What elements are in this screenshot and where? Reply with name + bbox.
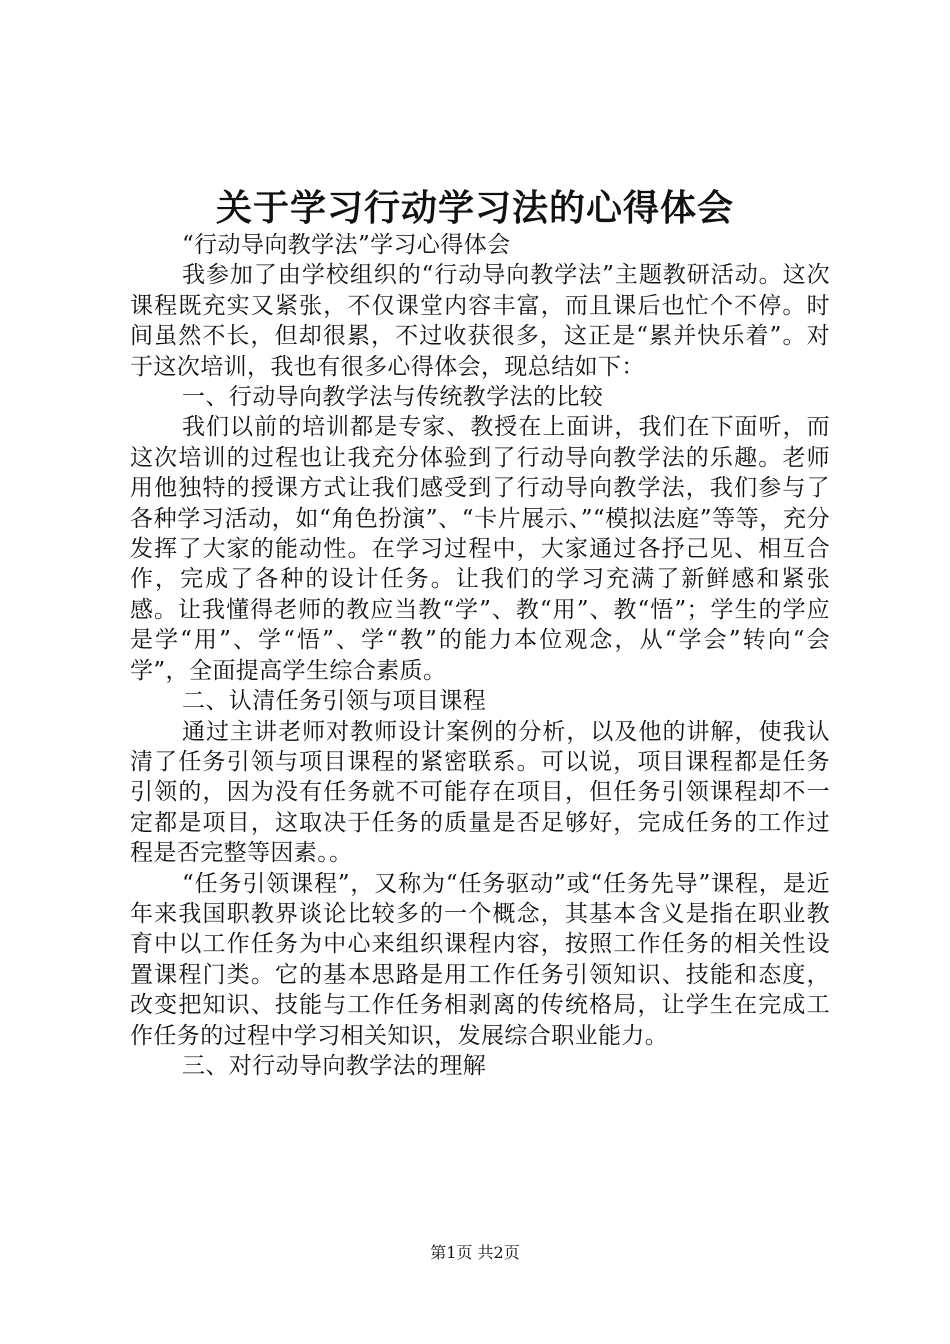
section-heading-2: 二、认清任务引领与项目课程 bbox=[182, 688, 487, 715]
section-heading-1: 一、行动导向教学法与传统教学法的比较 bbox=[182, 384, 604, 411]
intro-paragraph: 我参加了由学校组织的“行动导向教学法”主题教研活动。这次课程既充实又紧张，不仅课堂内容丰富，而且课后也忙个不停。时间虽然不长，但却很累，不过收获很多，这正是“累并快乐着”。对于这次培训，我也有很多心得体会，现总结如下： bbox=[130, 262, 830, 380]
document-body bbox=[130, 230, 830, 1081]
subtitle-paragraph: “行动导向教学法”学习心得体会 bbox=[182, 232, 511, 258]
section-heading-3: 三、对行动导向教学法的理解 bbox=[182, 1052, 487, 1079]
page-number-footer: 第1页 共2页 bbox=[430, 1243, 520, 1262]
body-paragraph: 我们以前的培训都是专家、教授在上面讲，我们在下面听，而这次培训的过程也让我充分体验到了行动导向教学法的乐趣。老师用他独特的授课方式让我们感受到了行动导向教学法，我们参与了各种学习活动，如“角色扮演”、“卡片展示、”“模拟法庭”等等，充分发挥了大家的能动性。在学习过程中，大家通过各抒己见、相互合作，完成了各种的设计任务。让我们的学习充满了新鲜感和紧张感。让我懂得老师的教应当教“学”、教“用”、教“悟”；学生的学应是学“用”、学“悟”、学“教”的能力本位观念，从“学会”转向“会学”，全面提高学生综合素质。 bbox=[130, 414, 830, 684]
document-title: 关于学习行动学习法的心得体会 bbox=[215, 187, 734, 229]
body-paragraph: “任务引领课程”，又称为“任务驱动”或“任务先导”课程，是近年来我国职教界谈论比较多的一个概念，其基本含义是指在职业教育中以工作任务为中心来组织课程内容，按照工作任务的相关性设置课程门类。它的基本思路是用工作任务引领知识、技能和态度，改变把知识、技能与工作任务相剥离的传统格局，让学生在完成工作任务的过程中学习相关知识，发展综合职业能力。 bbox=[130, 870, 830, 1049]
body-paragraph: 通过主讲老师对教师设计案例的分析，以及他的讲解，使我认清了任务引领与项目课程的紧密联系。可以说，项目课程都是任务引领的，因为没有任务就不可能存在项目，但任务引领课程却不一定都是项目，这取决于任务的质量是否足够好，完成任务的工作过程是否完整等因素。。 bbox=[130, 718, 830, 867]
